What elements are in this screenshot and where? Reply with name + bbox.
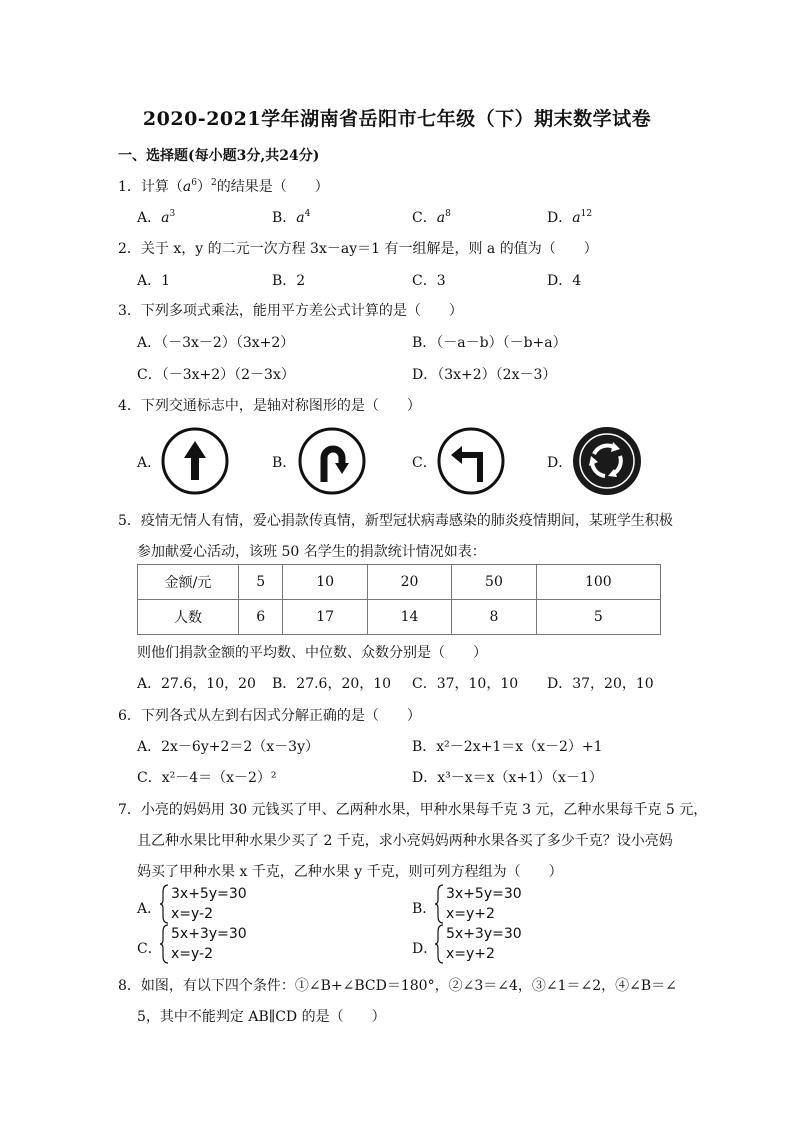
- question-5-stem-line2: 参加献爱心活动，该班 50 名学生的捐款统计情况如表：: [137, 544, 486, 560]
- question-1-option-c[interactable]: C．$a^8$: [412, 209, 451, 226]
- table-row: [138, 565, 661, 600]
- question-2-option-b[interactable]: B．2: [272, 273, 306, 289]
- equation: 5x+3y=30: [171, 926, 247, 942]
- roundabout-sign-icon[interactable]: [572, 426, 642, 496]
- table-cell: 5: [239, 565, 283, 600]
- table-cell: 20: [367, 565, 451, 600]
- table-cell: 17: [283, 600, 367, 635]
- question-5-option-c[interactable]: C．37，10，10: [412, 676, 519, 692]
- question-4-option-d[interactable]: D．: [547, 455, 573, 471]
- question-2-option-a[interactable]: A．1: [137, 273, 171, 289]
- table-cell: 50: [452, 565, 536, 600]
- question-1-stem: 1．计算$(a^6)^2$的结果是（ ）: [118, 178, 329, 195]
- brace-icon: [434, 924, 444, 964]
- brace-icon: [159, 924, 169, 964]
- question-6-stem: 6．下列各式从左到右因式分解正确的是（ ）: [118, 708, 421, 724]
- equation: x=y+2: [446, 906, 495, 922]
- question-7-option-d-system[interactable]: [446, 924, 522, 964]
- brace-icon: [159, 884, 169, 924]
- table-cell: 金额/元: [138, 565, 239, 600]
- exam-title: 2020-2021学年湖南省岳阳市七年级（下）期末数学试卷: [142, 108, 652, 130]
- question-6-option-c[interactable]: C．x²－4＝（x－2）²: [137, 770, 277, 786]
- question-5-stem-line1: 5．疫情无情人有情，爱心捐款传真情，新型冠状病毒感染的肺炎疫情期间，某班学生积极: [118, 513, 673, 529]
- question-3-option-d[interactable]: D．（3x+2）（2x－3）: [412, 367, 557, 383]
- question-7-option-a-system[interactable]: [171, 884, 247, 924]
- question-5-option-b[interactable]: B．27.6，20，10: [272, 676, 392, 692]
- question-6-option-a[interactable]: A．2x－6y+2＝2（x－3y）: [137, 739, 319, 755]
- question-7-option-c-label[interactable]: C．: [137, 941, 162, 957]
- question-6-option-b[interactable]: B．x²－2x+1＝x（x－2）+1: [412, 739, 603, 755]
- question-7-option-a-label[interactable]: A．: [137, 901, 162, 917]
- question-7-line2: 且乙种水果比甲种水果少买了 2 千克，求小亮妈妈两种水果各买了多少千克？设小亮妈: [137, 833, 673, 849]
- table-cell: 5: [536, 600, 660, 635]
- equation: 3x+5y=30: [171, 886, 247, 902]
- table-cell: 6: [239, 600, 283, 635]
- table-cell: 10: [283, 565, 367, 600]
- question-8-line1: 8．如图，有以下四个条件：①∠B+∠BCD＝180°，②∠3＝∠4，③∠1＝∠2，④∠B＝∠: [118, 978, 677, 994]
- question-4-stem: 4．下列交通标志中，是轴对称图形的是（ ）: [118, 398, 421, 414]
- section-heading: 一、选择题(每小题3分,共24分): [118, 148, 320, 164]
- table-cell: 100: [536, 565, 660, 600]
- question-6-option-d[interactable]: D．x³－x＝x（x+1）（x－1）: [412, 770, 603, 786]
- question-5-question: 则他们捐款金额的平均数、中位数、众数分别是（ ）: [137, 645, 487, 661]
- question-4-option-a[interactable]: A．: [137, 455, 162, 471]
- u-turn-sign-icon[interactable]: [297, 426, 367, 496]
- question-8-line2: 5，其中不能判定 AB∥CD 的是（ ）: [137, 1009, 386, 1025]
- question-7-option-d-label[interactable]: D．: [412, 941, 438, 957]
- equation: 5x+3y=30: [446, 926, 522, 942]
- table-cell: 人数: [138, 600, 239, 635]
- question-4-option-c[interactable]: C．: [412, 455, 437, 471]
- question-7-option-b-label[interactable]: B．: [412, 901, 437, 917]
- equation: 3x+5y=30: [446, 886, 522, 902]
- question-7-line3: 妈买了甲种水果 x 千克，乙种水果 y 千克，则可列方程组为（ ）: [137, 864, 563, 880]
- question-7-option-c-system[interactable]: [171, 924, 247, 964]
- equation: x=y+2: [446, 946, 495, 962]
- equation: x=y-2: [171, 906, 214, 922]
- straight-arrow-sign-icon[interactable]: [160, 426, 230, 496]
- question-3-option-c[interactable]: C．（－3x+2）（2－3x）: [137, 367, 295, 383]
- brace-icon: [434, 884, 444, 924]
- question-2-option-d[interactable]: D．4: [547, 273, 582, 289]
- donation-table: [137, 564, 661, 635]
- table-cell: 8: [452, 600, 536, 635]
- question-7-line1: 7．小亮的妈妈用 30 元钱买了甲、乙两种水果，甲种水果每千克 3 元，乙种水果每千克 5 元，: [118, 802, 708, 818]
- question-4-option-b[interactable]: B．: [272, 455, 297, 471]
- question-3-stem: 3．下列多项式乘法，能用平方差公式计算的是（ ）: [118, 303, 463, 319]
- table-row: [138, 600, 661, 635]
- question-2-option-c[interactable]: C．3: [412, 273, 446, 289]
- question-3-option-a[interactable]: A．（－3x－2）（3x+2）: [137, 335, 295, 351]
- question-1-option-b[interactable]: B．$a^4$: [272, 209, 311, 226]
- question-2-stem: 2．关于 x，y 的二元一次方程 3x－ay＝1 有一组解是，则 a 的值为（ ）: [118, 241, 598, 257]
- question-3-option-b[interactable]: B．（－a－b）（－b+a）: [412, 335, 567, 351]
- question-1-option-a[interactable]: A．$a^3$: [137, 209, 176, 226]
- equation: x=y-2: [171, 946, 214, 962]
- table-cell: 14: [367, 600, 451, 635]
- question-7-option-b-system[interactable]: [446, 884, 522, 924]
- question-1-option-d[interactable]: D．$a^{12}$: [547, 209, 593, 226]
- question-5-option-a[interactable]: A．27.6，10，20: [137, 676, 256, 692]
- left-turn-sign-icon[interactable]: [436, 426, 506, 496]
- question-5-option-d[interactable]: D．37，20，10: [547, 676, 654, 692]
